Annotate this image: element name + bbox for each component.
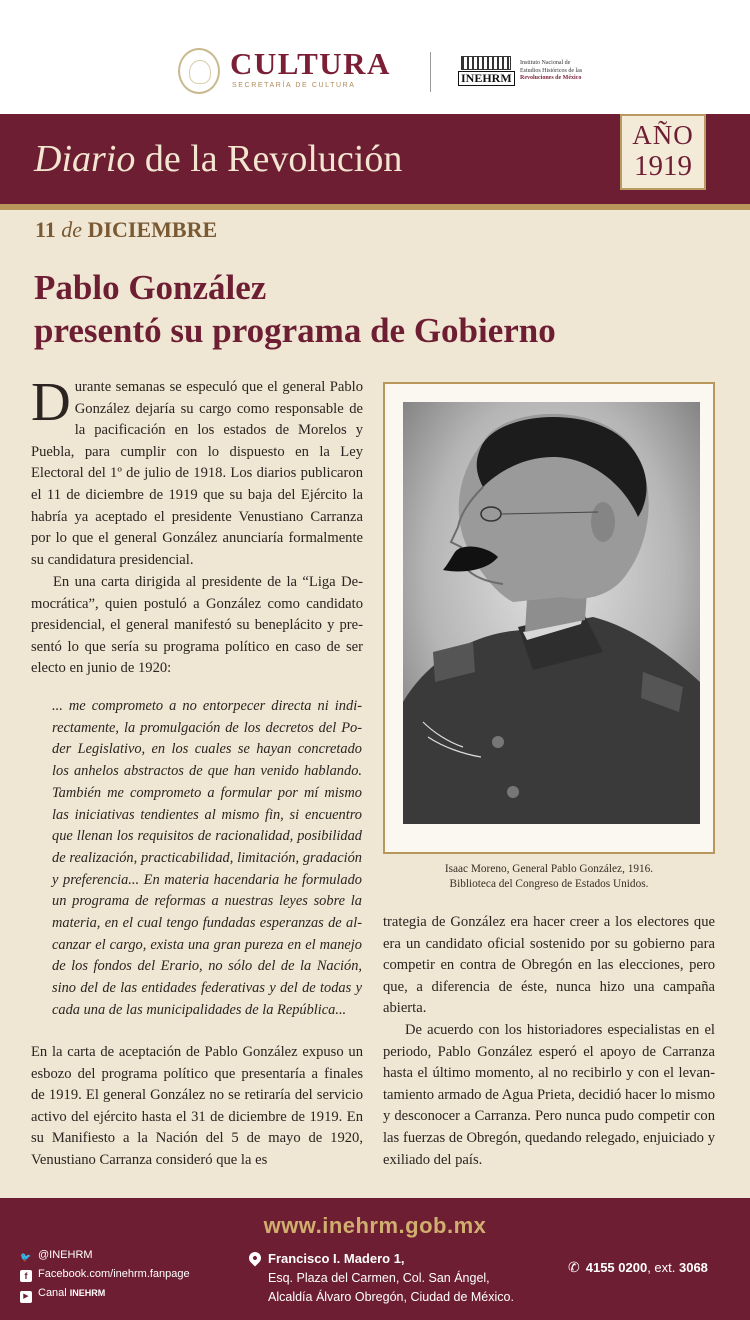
facebook-url: Facebook.com/inehrm.fanpage xyxy=(38,1268,190,1280)
logo-divider xyxy=(430,52,431,92)
website-link[interactable]: www.inehrm.gob.mx xyxy=(263,1213,487,1238)
portrait-photo xyxy=(403,402,700,824)
photo-caption xyxy=(383,862,715,892)
headline-line2: presentó su programa de Gobierno xyxy=(34,311,556,350)
drop-cap: D xyxy=(31,371,71,432)
national-seal-icon xyxy=(178,48,220,94)
paragraph-1 xyxy=(31,371,363,571)
inehrm-name-line2: Estudios Históricos de las xyxy=(520,67,583,74)
phone-number: 4155 0200 xyxy=(585,1260,648,1275)
inehrm-name xyxy=(520,60,600,83)
cultura-logo: CULTURA xyxy=(230,46,391,81)
youtube-name: INEHRM xyxy=(69,1288,106,1298)
youtube-icon: ▶ xyxy=(20,1291,32,1303)
paragraph-3: En la carta de aceptación de Pablo González expuso un esbozo del programa político que presentaría a finales de 1919. El general González no se retiraría del servicio activo del ejército hasta el 31 de diciembre de 1919. En su Manifiesto a la Nación del 5 de mayo de 1920, Venustiano Carranza consideró que la es xyxy=(31,1044,363,1168)
paragraph-4: trategia de González era hacer creer a los electores que era un candidato oficial sostenido por su gobierno para competir en contra de Obregón en las elecciones, pero que, a diferencia de éste, nunca hizo una campaña abierta. xyxy=(383,914,715,1017)
headline-line1: Pablo González xyxy=(34,268,267,307)
phone-ext: 3068 xyxy=(678,1260,708,1275)
caption-line1: Isaac Moreno, General Pablo González, 1916. xyxy=(444,863,654,875)
paragraph-1-text: urante semanas se especuló que el general Pablo González dejaría su cargo como responsable de la pacificación en los estados de Morelos y Puebla, para cumplir con lo dispuesto en la Ley Electoral del 1º de julio de 1918. Los diarios publicaron el 11 de diciembre de 1919 que su baja del Ejército la habría ya aceptado el presidente Venustiano Carranza por lo que el general González anunciaría formalmente su candidatura presidencial. xyxy=(31,379,363,568)
date-month: DICIEMBRE xyxy=(87,217,218,242)
year-box xyxy=(620,114,706,190)
phone-contact[interactable] xyxy=(568,1259,708,1276)
youtube-link[interactable] xyxy=(20,1287,105,1303)
cultura-subtitle: SECRETARÍA DE CULTURA xyxy=(232,82,356,89)
headline xyxy=(34,266,654,352)
year-label: AÑO xyxy=(632,120,694,150)
year-value: 1919 xyxy=(634,150,692,182)
caption-line2: Biblioteca del Congreso de Estados Unidos. xyxy=(449,878,649,890)
series-title-italic: Diario xyxy=(34,138,136,180)
date-de: de xyxy=(61,217,83,242)
paragraph-5: De acuerdo con los historiadores especialistas en el periodo, Pablo González esperó el apoyo de Carranza hasta el último momento, al no recibirlo y con el levantamiento armado de Agua Prieta, decidió hacer lo mismo y desconocer a Carranza. Pero nunca pudo competir con las fuerzas de Obregón, quedando relegado, enjuiciado y exiliado del país. xyxy=(383,1022,715,1168)
youtube-prefix: Canal xyxy=(38,1287,70,1299)
paragraph-2: En una carta dirigida al presidente de la “Liga Democrática”, quien postuló a González como candidato presidencial, el general manifestó su beneplácito y presentó lo que sería su programa político en caso de ser electo en junio de 1920: xyxy=(31,574,363,677)
address-line2: Esq. Plaza del Carmen, Col. San Ángel, xyxy=(268,1271,490,1285)
quote-block: ... me comprometo a no entorpecer directa ni indirectamente, la promulgación de los decretos del Poder Legislativo, en los cuales se hayan concretado los anhelos abstractos de que han venido hablando. También me comprometo a formular por mí mismo las iniciativas tendientes al mismo fin, si encuentro que llenan los requisitos de racionalidad, posibilidad de realización, practicabilidad, limitación, gradación y preferencia... En materia hacendaria he formulado un programa de reformas a nuestras leyes sobre la materia, en el cual tengo fundadas esperanzas de alcanzar el cargo, exista una gran pureza en el manejo de los fondos del Erario, no sólo del de la Nación, sino del de las entidades federativas y del de todas y cada una de las municipalidades de la República... xyxy=(52,698,362,1018)
phone-icon: ✆ xyxy=(568,1259,580,1275)
facebook-link[interactable] xyxy=(20,1268,190,1282)
facebook-icon: f xyxy=(20,1270,32,1282)
twitter-icon: 🐦 xyxy=(20,1252,32,1262)
inehrm-building-icon xyxy=(461,56,511,70)
series-title xyxy=(34,137,402,181)
address-line3: Alcaldía Álvaro Obregón, Ciudad de México. xyxy=(268,1290,514,1304)
inehrm-acronym: INEHRM xyxy=(458,71,515,86)
twitter-handle: @INEHRM xyxy=(38,1249,93,1261)
address-title: Francisco I. Madero 1, xyxy=(268,1251,405,1266)
portrait-illustration xyxy=(403,402,700,824)
twitter-link[interactable] xyxy=(20,1249,93,1263)
date-day: 11 xyxy=(35,217,56,242)
phone-ext-label: , ext. xyxy=(647,1260,679,1275)
series-title-rest: de la Revolución xyxy=(135,138,403,180)
gold-divider xyxy=(0,204,750,210)
inehrm-name-line1: Instituto Nacional de xyxy=(520,60,571,66)
article-date xyxy=(35,217,217,243)
inehrm-name-line3: Revoluciones de México xyxy=(520,75,582,81)
address xyxy=(268,1249,514,1307)
